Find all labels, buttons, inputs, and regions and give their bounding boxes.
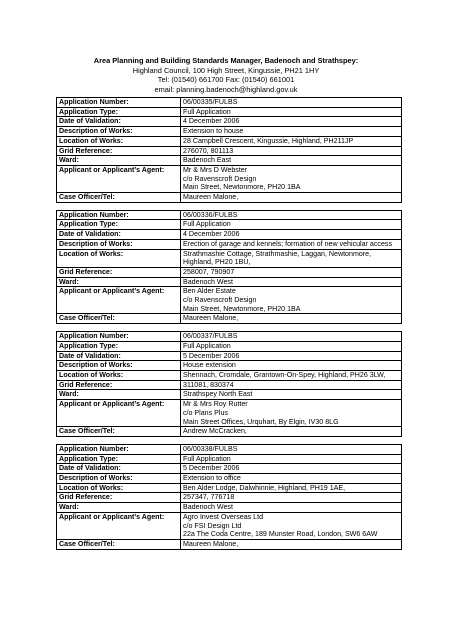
label-application-number: Application Number: [57, 332, 181, 342]
value-case-officer: Maureen Malone, [181, 539, 402, 549]
value-application-number: 06/00337/FULBS [181, 332, 402, 342]
application-record [56, 444, 402, 550]
applicant-line: c/o FSI Design Ltd [183, 521, 242, 530]
value-ward: Badenoch West [181, 503, 402, 513]
row-description-of-works [57, 127, 402, 137]
label-applicant: Applicant or Applicant’s Agent: [57, 287, 181, 314]
value-description-of-works: House extension [181, 361, 402, 371]
row-application-number [57, 332, 402, 342]
row-ward [57, 503, 402, 513]
value-applicant [181, 400, 402, 427]
row-date-of-validation [57, 464, 402, 474]
label-location-of-works: Location of Works: [57, 136, 181, 146]
value-application-number: 06/00336/FULBS [181, 210, 402, 220]
row-grid-reference [57, 267, 402, 277]
label-case-officer: Case Officer/Tel: [57, 193, 181, 203]
value-date-of-validation: 5 December 2006 [181, 351, 402, 361]
label-grid-reference: Grid Reference: [57, 493, 181, 503]
label-applicant: Applicant or Applicant’s Agent: [57, 165, 181, 192]
row-location-of-works [57, 136, 402, 146]
value-application-number: 06/00335/FULBS [181, 98, 402, 108]
row-case-officer [57, 539, 402, 549]
value-ward: Badenoch East [181, 156, 402, 166]
label-case-officer: Case Officer/Tel: [57, 427, 181, 437]
row-application-type [57, 341, 402, 351]
label-ward: Ward: [57, 277, 181, 287]
label-ward: Ward: [57, 390, 181, 400]
applicant-line: Main Street, Newtonmore, PH20 1BA [183, 304, 301, 313]
label-description-of-works: Description of Works: [57, 474, 181, 484]
value-location-of-works: Strathmashie Cottage, Strathmashie, Laggan, Newtonmore, Highland, PH20 1BU, [181, 249, 402, 267]
row-application-number [57, 98, 402, 108]
row-applicant [57, 400, 402, 427]
value-case-officer: Maureen Malone, [181, 193, 402, 203]
label-grid-reference: Grid Reference: [57, 380, 181, 390]
row-location-of-works [57, 483, 402, 493]
label-applicant: Applicant or Applicant’s Agent: [57, 400, 181, 427]
value-ward: Strathspey North East [181, 390, 402, 400]
row-case-officer [57, 314, 402, 324]
value-location-of-works: Ben Alder Lodge, Dalwhinnie, Highland, PH19 1AE, [181, 483, 402, 493]
label-date-of-validation: Date of Validation: [57, 464, 181, 474]
value-grid-reference: 258007, 790907 [181, 267, 402, 277]
row-applicant [57, 165, 402, 192]
application-record [56, 331, 402, 437]
label-description-of-works: Description of Works: [57, 239, 181, 249]
label-ward: Ward: [57, 503, 181, 513]
label-location-of-works: Location of Works: [57, 370, 181, 380]
applicant-line: c/o Plans Plus [183, 408, 228, 417]
applicant-line: Agro Invest Overseas Ltd [183, 512, 264, 521]
applicant-line: Main Street, Newtonmore, PH20 1BA [183, 183, 301, 192]
row-location-of-works [57, 249, 402, 267]
row-date-of-validation [57, 117, 402, 127]
applicant-line: Ben Alder Estate [183, 287, 236, 296]
applicant-line: Mr & Mrs D Webster [183, 165, 248, 174]
header-phone-fax: Tel: (01540) 661700 Fax: (01540) 661001 [157, 75, 295, 85]
row-description-of-works [57, 361, 402, 371]
row-date-of-validation [57, 230, 402, 240]
value-grid-reference: 257347, 776718 [181, 493, 402, 503]
row-ward [57, 390, 402, 400]
row-application-type [57, 454, 402, 464]
label-grid-reference: Grid Reference: [57, 267, 181, 277]
applicant-line: Mr & Mrs Roy Rutter [183, 400, 248, 409]
applicant-line: Main Street Offices, Urquhart, By Elgin, IV30 8LG [183, 417, 339, 426]
row-grid-reference [57, 146, 402, 156]
label-date-of-validation: Date of Validation: [57, 230, 181, 240]
application-record [56, 210, 402, 324]
row-application-number [57, 210, 402, 220]
label-description-of-works: Description of Works: [57, 361, 181, 371]
value-date-of-validation: 5 December 2006 [181, 464, 402, 474]
value-description-of-works: Erection of garage and kennels; formation of new vehicular access [181, 239, 402, 249]
label-application-number: Application Number: [57, 98, 181, 108]
header-title: Area Planning and Building Standards Manager, Badenoch and Strathspey: [93, 56, 359, 65]
value-date-of-validation: 4 December 2006 [181, 117, 402, 127]
value-date-of-validation: 4 December 2006 [181, 230, 402, 240]
applicant-line: 22a The Coda Centre, 189 Munster Road, London, SW6 6AW [183, 530, 378, 539]
value-applicant [181, 165, 402, 192]
label-case-officer: Case Officer/Tel: [57, 314, 181, 324]
value-ward: Badenoch West [181, 277, 402, 287]
label-application-type: Application Type: [57, 454, 181, 464]
label-grid-reference: Grid Reference: [57, 146, 181, 156]
row-ward [57, 277, 402, 287]
value-description-of-works: Extension to house [181, 127, 402, 137]
row-location-of-works [57, 370, 402, 380]
label-application-type: Application Type: [57, 220, 181, 230]
row-grid-reference [57, 493, 402, 503]
label-date-of-validation: Date of Validation: [57, 117, 181, 127]
value-location-of-works: 28 Campbell Crescent, Kingussie, Highland, PH211JP [181, 136, 402, 146]
application-record [56, 97, 402, 203]
row-ward [57, 156, 402, 166]
label-application-type: Application Type: [57, 341, 181, 351]
row-applicant [57, 287, 402, 314]
row-application-type [57, 107, 402, 117]
label-applicant: Applicant or Applicant’s Agent: [57, 512, 181, 539]
row-applicant [57, 512, 402, 539]
value-case-officer: Maureen Malone, [181, 314, 402, 324]
document-header [60, 56, 392, 94]
value-location-of-works: Shennach, Cromdale, Grantown-On-Spey, Highland, PH26 3LW, [181, 370, 402, 380]
value-description-of-works: Extension to office [181, 474, 402, 484]
row-description-of-works [57, 474, 402, 484]
value-applicant [181, 287, 402, 314]
label-location-of-works: Location of Works: [57, 249, 181, 267]
row-description-of-works [57, 239, 402, 249]
label-application-number: Application Number: [57, 210, 181, 220]
label-application-type: Application Type: [57, 107, 181, 117]
label-location-of-works: Location of Works: [57, 483, 181, 493]
label-ward: Ward: [57, 156, 181, 166]
value-grid-reference: 311081, 830374 [181, 380, 402, 390]
row-application-number [57, 444, 402, 454]
value-application-type: Full Application [181, 454, 402, 464]
applicant-line: c/o Ravenscroft Design [183, 174, 257, 183]
row-application-type [57, 220, 402, 230]
value-case-officer: Andrew McCracken, [181, 427, 402, 437]
value-application-number: 06/00338/FULBS [181, 444, 402, 454]
row-case-officer [57, 193, 402, 203]
application-list [56, 97, 401, 557]
label-case-officer: Case Officer/Tel: [57, 539, 181, 549]
header-address: Highland Council, 100 High Street, Kingussie, PH21 1HY [132, 65, 320, 75]
row-grid-reference [57, 380, 402, 390]
value-applicant [181, 512, 402, 539]
header-email: email: planning.badenoch@highland.gov.uk [154, 84, 298, 94]
label-description-of-works: Description of Works: [57, 127, 181, 137]
row-date-of-validation [57, 351, 402, 361]
applicant-line: c/o Ravenscroft Design [183, 296, 257, 305]
value-application-type: Full Application [181, 107, 402, 117]
label-date-of-validation: Date of Validation: [57, 351, 181, 361]
value-application-type: Full Application [181, 220, 402, 230]
row-case-officer [57, 427, 402, 437]
value-application-type: Full Application [181, 341, 402, 351]
value-grid-reference: 276070, 801113 [181, 146, 402, 156]
label-application-number: Application Number: [57, 444, 181, 454]
